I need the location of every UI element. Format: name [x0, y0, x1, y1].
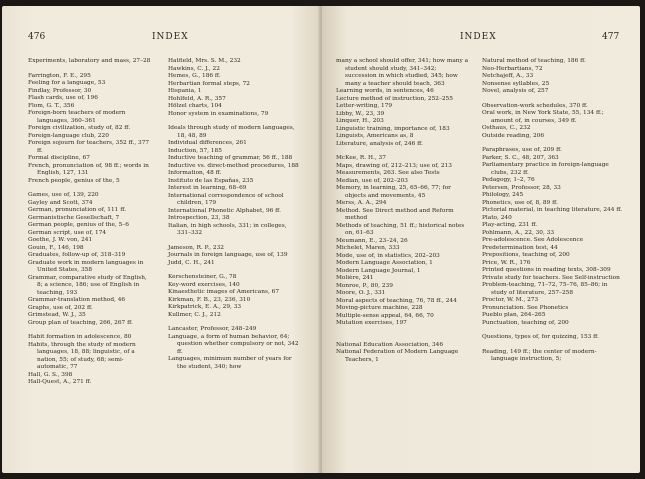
index-entry: Germanistische Gesellschaft, 7 — [28, 214, 120, 221]
index-entry: German script, use of, 174 — [28, 229, 107, 236]
index-entry: Grammar-translation method, 46 — [28, 297, 126, 303]
letter-gap — [482, 327, 622, 334]
index-entry: Introspection, 23, 38 — [168, 215, 230, 221]
index-entry: Novel, analysis of, 257 — [482, 88, 549, 94]
index-entry: Flom, G. T., 356 — [28, 102, 75, 109]
index-entry: Pedagogy, 1–2, 76 — [482, 177, 535, 183]
index-entry: Group plan of teaching, 266, 267 ff. — [28, 319, 133, 326]
index-entry: Games, use of, 139, 220 — [28, 192, 99, 198]
right-page — [322, 6, 640, 473]
index-entry: National Education Association, 346 — [336, 341, 444, 348]
index-entry: Graduate work in modern languages in United States, 358 — [28, 259, 146, 273]
index-entry: Proctor, W. M., 273 — [482, 297, 539, 303]
letter-gap — [336, 148, 469, 155]
page-number: 477 — [602, 32, 620, 42]
index-entry: Italian, in high schools, 331; in colleges, 331–332 — [168, 222, 289, 236]
index-entry: Petersen, Professor, 28, 33 — [482, 184, 561, 191]
letter-gap — [28, 66, 152, 73]
index-column-1 — [336, 58, 469, 364]
left-page — [2, 6, 322, 473]
page-number: 476 — [28, 32, 46, 42]
index-entry: Outside reading, 206 — [482, 132, 545, 139]
index-entry: International correspondence of school children, 179 — [168, 192, 286, 206]
index-entry: Maps, drawing of, 212–213; use of, 213 — [336, 162, 452, 169]
index-entry: Pictorial material, in teaching literature, 244 ff. — [482, 207, 623, 213]
index-entry: Prepositions, teaching of, 200 — [482, 252, 570, 258]
index-entry: Punctuation, teaching of, 200 — [482, 319, 569, 326]
index-entry: many a school should offer, 341; how many a student should study, 341–342; succession in which studied, 345; how many a teacher should teach, 363 — [336, 58, 470, 87]
letter-gap — [28, 185, 152, 192]
letter-gap — [482, 96, 622, 103]
index-entry: Private study for teachers. See Self-instruction — [482, 274, 620, 281]
index-entry: Kirkpatrick, E. A., 29, 33 — [168, 304, 242, 310]
index-entry: Pueblo plan, 264–265 — [482, 312, 546, 318]
index-entry: Information, 48 ff. — [168, 170, 222, 176]
index-entry: Methods of teaching, 51 ff.; historical notes on, 61–63 — [336, 222, 467, 236]
index-entry: Pronunciation. See Phonetics — [482, 304, 569, 311]
letter-gap — [482, 140, 622, 147]
index-entry: Foreign civilization, study of, 82 ff. — [28, 125, 131, 131]
index-entry: Reading, 149 ff.; the center of modern-language instruction, 5; — [482, 348, 597, 362]
index-entry: Formal discipline, 67 — [28, 155, 90, 161]
index-entry: Price, W. R., 176 — [482, 259, 531, 266]
index-entry: Ideals through study of modern languages, 18, 48, 89 — [168, 125, 297, 139]
index-entry: Multiple-sense appeal, 64, 66, 70 — [336, 312, 434, 319]
index-entry: German people, genius of the, 5–6 — [28, 222, 129, 228]
index-entry: Inductive teaching of grammar, 56 ff., 188 — [168, 155, 293, 161]
index-entry: French people, genius of the, 5 — [28, 177, 120, 184]
index-entry: Memory, in learning, 25, 65–66, 77; for objects and movements, 45 — [336, 185, 453, 199]
index-entry: Mutation exercises, 197 — [336, 320, 407, 326]
index-entry: Herbartian formal steps, 72 — [168, 80, 250, 87]
index-entry: Inductive vs. direct-method procedures, 188 — [168, 162, 299, 169]
index-entry: Kerschensteiner, G., 78 — [168, 274, 237, 280]
index-entry: Parker, S. C., 48, 207, 363 — [482, 154, 559, 161]
index-entry: Merss, A. A., 294 — [336, 200, 387, 206]
index-entry: McKee, R. H., 37 — [336, 155, 386, 161]
index-entry: Questions, types of, for quizzing, 153 ff. — [482, 334, 599, 340]
index-entry: Lecture method of instruction, 252–255 — [336, 95, 453, 102]
letter-gap — [336, 335, 469, 342]
index-entry: International Phonetic Alphabet, 96 ff. — [168, 207, 281, 214]
index-entry: Parliamentary practice in foreign-language clubs, 232 ff. — [482, 162, 611, 176]
index-entry: Foreign sojourn for teachers, 352 ff., 377 ff. — [28, 140, 151, 154]
index-entry: Linguistic training, importance of, 183 — [336, 125, 450, 132]
index-entry: Graphs, use of, 202 ff. — [28, 304, 93, 311]
index-entry: Pre-adolescence. See Adolescence — [482, 237, 584, 243]
letter-gap — [168, 267, 302, 274]
index-entry: Kinaesthetic images of Americans, 67 — [168, 289, 280, 295]
index-entry: Hall, G. S., 398 — [28, 371, 73, 378]
index-entry: French, pronunciation of, 98 ff.; words in English, 127, 131 — [28, 162, 151, 176]
left-page-header — [2, 32, 322, 46]
letter-gap — [28, 327, 152, 334]
index-entry: Induction, 57, 185 — [168, 147, 222, 154]
running-head: INDEX — [460, 32, 497, 42]
right-page-header — [322, 32, 640, 46]
index-entry: Goethe, J. W. von, 241 — [28, 237, 93, 243]
index-entry: National Federation of Modern Language Teachers, 1 — [336, 349, 461, 363]
index-column-1 — [28, 58, 152, 387]
index-entry: Hemes, G., 186 ff. — [168, 73, 221, 79]
index-entry: Experiments, laboratory and mass, 27–28 — [28, 58, 151, 64]
running-head: INDEX — [152, 32, 189, 42]
letter-gap — [168, 118, 302, 125]
index-entry: Pohlmann, A., 22, 30, 33 — [482, 229, 555, 236]
index-entry: Findlay, Professor, 30 — [28, 87, 92, 94]
index-entry: Netchajeff, A., 33 — [482, 73, 534, 79]
index-entry: Hall-Quest, A., 271 ff. — [28, 379, 92, 385]
index-entry: Molière, 241 — [336, 275, 374, 281]
letter-gap — [336, 328, 469, 335]
index-entry: Feeling for a language, 53 — [28, 80, 106, 86]
index-entry: Method. See Direct method and Reform method — [336, 207, 456, 221]
index-entry: Plato, 240 — [482, 214, 512, 221]
index-entry: Foreign-language club, 220 — [28, 132, 109, 139]
letter-gap — [482, 342, 622, 349]
index-entry: Hölzel charts, 104 — [168, 103, 222, 109]
index-entry: Learning words, in sentences, 46 — [336, 88, 434, 94]
index-entry: Foreign-born teachers of modern languages, 360–361 — [28, 110, 128, 124]
index-entry: Paraphrases, use of, 209 ff. — [482, 147, 562, 153]
index-entry: Hatfield, Mrs. S. M., 232 — [168, 58, 241, 64]
index-column-2 — [482, 58, 622, 364]
index-entry: Honor system in examinations, 79 — [168, 110, 269, 117]
index-entry: Printed questions in reading texts, 308–309 — [482, 267, 611, 273]
index-entry: Moving-picture machine, 228 — [336, 305, 423, 311]
index-entry: Habits, through the study of modern languages, 18, 88; linguistic, of a nation, 55; of study, 68; semi-automatic, 77 — [28, 341, 138, 370]
index-entry: Mode, use of, in statistics, 202–203 — [336, 252, 440, 259]
index-entry: Measurements, 263. See also Tests — [336, 170, 440, 176]
index-entry: Hawkins, C. J., 22 — [168, 65, 220, 72]
index-entry: Modern Language Journal, 1 — [336, 267, 421, 274]
index-entry: Michelet, Maren, 333 — [336, 245, 400, 251]
letter-gap — [168, 238, 302, 245]
index-entry: Kullmer, C. J., 212 — [168, 311, 221, 318]
index-entry: Problem-teaching, 71–72, 75–76, 85–86; in study of literature, 257–258 — [482, 282, 610, 296]
index-entry: Graduates, follow-up of, 318–319 — [28, 252, 126, 258]
index-entry: Moore, O. J., 331 — [336, 290, 386, 296]
index-entry: Literature, analysis of, 246 ff. — [336, 140, 423, 147]
index-entry: Key-word exercises, 140 — [168, 281, 240, 288]
index-entry: Linquer, H., 203 — [336, 118, 384, 124]
index-entry: Flash cards, use of, 196 — [28, 95, 98, 101]
index-entry: Language, a form of human behavior, 64; question whether compulsory or not, 342 ff. — [168, 333, 301, 355]
index-entry: Individual differences, 261 — [168, 140, 247, 146]
index-entry: Monroe, P., 80, 239 — [336, 282, 393, 289]
index-entry: Observation-work schedules, 370 ff. — [482, 102, 588, 109]
index-entry: Lancaster, Professor, 248–249 — [168, 326, 257, 332]
index-entry: Interest in learning, 68–69 — [168, 185, 247, 191]
index-entry: Letter-writing, 179 — [336, 103, 393, 109]
index-entry: Journals in foreign language, use of, 139 — [168, 252, 288, 258]
index-entry: Modern Language Association, 1 — [336, 260, 433, 266]
index-entry: Grimstead, W. J., 35 — [28, 312, 86, 318]
index-entry: Hohlfeld, A. R., 357 — [168, 95, 226, 102]
index-entry: Nonsense syllables, 25 — [482, 80, 550, 87]
index-entry: Osthaus, C., 232 — [482, 125, 531, 131]
index-entry: Neo-Herbartians, 72 — [482, 65, 543, 72]
index-entry: Natural method of teaching, 186 ff. — [482, 58, 586, 64]
index-entry: Gouin, F., 146, 198 — [28, 244, 84, 251]
index-entry: Jameson, R. P., 232 — [168, 244, 224, 251]
index-entry: Habit formation in adolescence, 80 — [28, 334, 132, 340]
index-entry: Kirkman, F. B., 23, 236, 310 — [168, 296, 251, 303]
index-entry: Farrington, F. E., 295 — [28, 72, 91, 79]
index-entry: Hispania, 1 — [168, 88, 202, 94]
index-entry: Median, use of, 202–203 — [336, 177, 408, 184]
index-entry: Predetermination test, 44 — [482, 244, 558, 251]
index-entry: Judd, C. H., 241 — [168, 259, 215, 266]
index-entry: Oral work, in New York State, 55, 134 ff.; amount of, in courses, 349 ff. — [482, 110, 606, 124]
index-entry: Philology, 245 — [482, 192, 524, 198]
index-entry: German, pronunciation of, 111 ff. — [28, 207, 126, 213]
index-entry: Gayley and Scott, 374 — [28, 199, 93, 206]
index-column-2 — [168, 58, 302, 371]
index-entry: Instituto de las Españas, 235 — [168, 177, 254, 184]
index-entry: Moral aspects of teaching, 76, 78 ff., 244 — [336, 297, 457, 304]
index-entry: Phonetics, use of, 8, 89 ff. — [482, 199, 558, 206]
index-entry: Languages, minimum number of years for the student, 340; how — [168, 356, 294, 370]
index-entry: Grammar, comparative study of English, 8; a science, 186; use of English in teaching, 193 — [28, 274, 149, 296]
letter-gap — [168, 319, 302, 326]
index-entry: Linguists, Americans as, 8 — [336, 133, 414, 139]
index-entry: Meumann, E., 23–24, 26 — [336, 237, 408, 244]
index-entry: Play-acting, 231 ff. — [482, 222, 538, 228]
index-entry: Libby, W., 23, 39 — [336, 110, 385, 117]
